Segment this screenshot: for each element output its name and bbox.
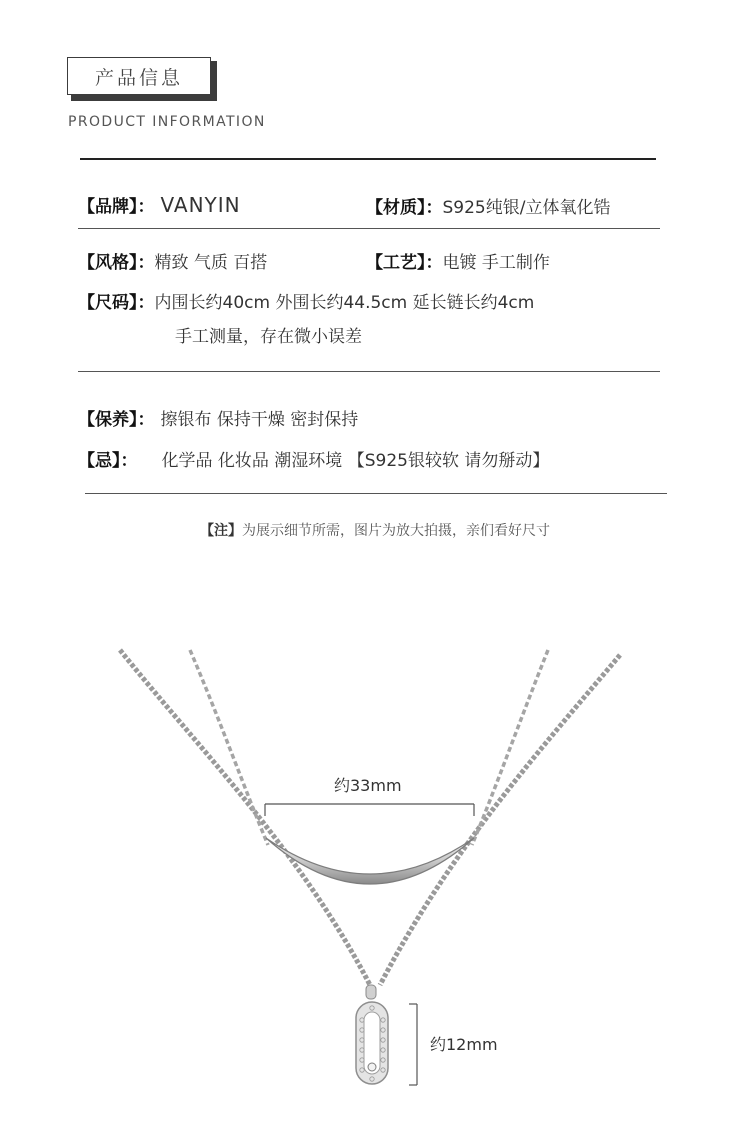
note-value: 为展示细节所需，图片为放大拍摄，亲们看好尺寸 [242, 523, 550, 539]
note-key: 【注】 [200, 523, 242, 539]
size-note: 手工测量，存在微小误差 [175, 327, 362, 347]
brand-key: 【品牌】： [78, 197, 155, 217]
height-dimension-line [409, 1004, 417, 1085]
outer-chain [120, 650, 370, 985]
style-key: 【风格】： [78, 253, 155, 273]
material-key: 【材质】： [366, 198, 443, 218]
brand-value: VANYIN [160, 193, 241, 217]
divider-2 [78, 371, 660, 372]
bar-width-label: 约33mm [334, 776, 402, 795]
section-subtitle: PRODUCT INFORMATION [68, 114, 266, 130]
avoid-row [78, 446, 549, 471]
photo-note [0, 520, 750, 540]
craft-key: 【工艺】： [366, 253, 443, 273]
care-key: 【保养】： [78, 410, 155, 430]
care-row [78, 405, 358, 430]
avoid-value: 化学品 化妆品 潮湿环境 【S925银较软 请勿掰动】 [161, 451, 550, 471]
oval-pendant [356, 1002, 388, 1084]
pendant-height-label: 约12mm [430, 1035, 498, 1054]
care-value: 擦银布 保持干燥 密封保持 [160, 410, 359, 430]
section-title: 产品信息 [67, 57, 211, 95]
divider-3 [85, 493, 667, 494]
necklace-illustration [0, 600, 750, 1132]
style-value: 精致 气质 百搭 [154, 253, 268, 273]
style-row [78, 248, 267, 273]
top-divider [80, 158, 656, 160]
avoid-key: 【忌】： [78, 451, 138, 471]
divider-1 [78, 228, 660, 229]
material-value: S925纯银/立体氧化锆 [442, 198, 611, 218]
size-key: 【尺码】： [78, 293, 155, 313]
craft-value: 电镀 手工制作 [442, 253, 550, 273]
size-row [78, 288, 534, 313]
size-value: 内围长约40cm 外围长约44.5cm 延长链长约4cm [154, 293, 535, 313]
brand-row [78, 192, 241, 217]
craft-row [366, 248, 550, 273]
material-row [366, 193, 610, 218]
width-dimension-line [265, 804, 474, 816]
